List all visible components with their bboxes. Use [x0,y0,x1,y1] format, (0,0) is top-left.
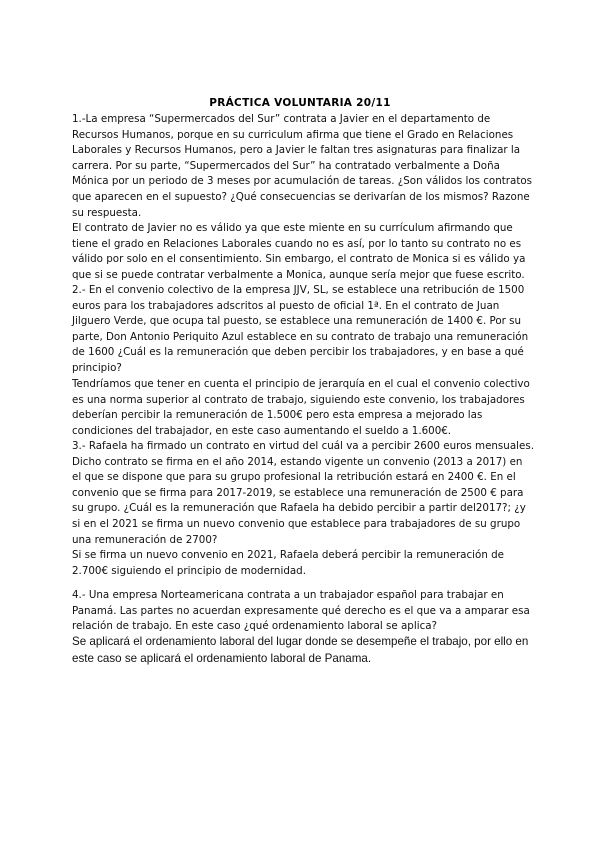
text-line: Dicho contrato se firma en el año 2014, estando vigente un convenio (2013 a 2017) en [72,455,523,468]
text-line: 3.- Rafaela ha firmado un contrato en virtud del cuál va a percibir 2600 euros mensuales. [72,440,534,452]
text-line: es una norma superior al contrato de trabajo, siguiendo este convenio, los trabajadores [72,393,525,406]
question-1 [72,112,532,221]
text-line: principio? [72,361,122,374]
text-line: Mónica por un periodo de 3 meses por acumulación de tareas. ¿Son válidos los contratos [72,175,533,188]
answer-2 [72,377,530,439]
text-line: una remuneración de 2700? [72,533,218,546]
text-line: si en el 2021 se firma un nuevo convenio que establece para trabajadores de su grupo [72,517,521,530]
text-line: su respuesta. [72,206,142,219]
text-line: euros para los trabajadores adscritos al puesto de oficial 1ª. En el contrato de Juan [72,299,500,312]
text-line: parte, Don Antonio Periquito Azul establece en su contrato de trabajo una remuneración [72,330,529,343]
text-line: Si se firma un nuevo convenio en 2021, Rafaela deberá percibir la remuneración de [72,549,504,561]
text-line: Recursos Humanos, porque en su curriculum afirma que tiene el Grado en Relaciones [72,128,514,141]
question-3 [72,439,534,548]
text-line: de 1600 ¿Cuál es la remuneración que deben percibir los trabajadores, y en base a qué [72,346,524,359]
text-line: su grupo. ¿Cuál es la remuneración que Rafaela ha debido percibir a partir del2017?; ¿y [72,502,526,515]
answer-4 [72,634,528,667]
text-line: que si se puede contratar verbalmente a Monica, aunque sería mejor que fuese escrito. [72,268,525,281]
text-line: válido por solo en el consentimiento. Sin embargo, el contrato de Monica si es válido ya [72,253,526,266]
text-line: Tendríamos que tener en cuenta el principio de jerarquía en el cual el convenio colectivo [72,378,530,390]
text-line: carrera. Por su parte, “Supermercados del Sur” ha contratado verbalmente a Doña [72,159,500,172]
answer-3 [72,548,504,579]
text-line: convenio que se firma para 2017-2019, se establece una remuneración de 2500 € para [72,486,524,499]
text-line: Jilguero Verde, que ocupa tal puesto, se establece una remuneración de 1400 €. Por su [72,315,522,328]
question-2 [72,283,528,377]
text-line: Panamá. Las partes no acuerdan expresamente qué derecho es el que va a amparar esa [72,604,530,617]
text-line: este caso se aplicará el ordenamiento laboral de Panama. [72,651,372,665]
text-line: 2.- En el convenio colectivo de la empresa JJV, SL, se establece una retribución de 1500 [72,284,525,296]
text-line: 1.-La empresa “Supermercados del Sur” contrata a Javier en el departamento de [72,113,491,125]
text-line: El contrato de Javier no es válido ya que este miente en su currículum afirmando que [72,222,513,234]
text-line: tiene el grado en Relaciones Laborales cuando no es así, por lo tanto su contrato no es [72,237,522,250]
text-line: 2.700€ siguiendo el principio de modernidad. [72,564,306,577]
text-line: Se aplicará el ordenamiento laboral del lugar donde se desempeñe el trabajo, por ello en [72,635,529,648]
document-title: PRÁCTICA VOLUNTARIA 20/11 [209,97,391,109]
text-line: condiciones del trabajador, en este caso aumentando el sueldo a 1.600€. [72,424,452,437]
text-line: 4.- Una empresa Norteamericana contrata a un trabajador español para trabajar en [72,589,504,601]
text-line: que aparecen en el supuesto? ¿Qué consecuencias se derivarían de los mismos? Razone [72,190,530,203]
text-line: el que se dispone que para su grupo profesional la retribución estará en 2400 €. En el [72,471,516,484]
answer-1 [72,221,525,283]
question-4 [72,588,530,635]
text-line: deberían percibir la remuneración de 1.500€ pero esta empresa a mejorado las [72,409,483,422]
text-line: relación de trabajo. En este caso ¿qué ordenamiento laboral se aplica? [72,620,438,633]
text-line: Laborales y Recursos Humanos, pero a Javier le faltan tres asignaturas para finalizar la [72,144,521,157]
